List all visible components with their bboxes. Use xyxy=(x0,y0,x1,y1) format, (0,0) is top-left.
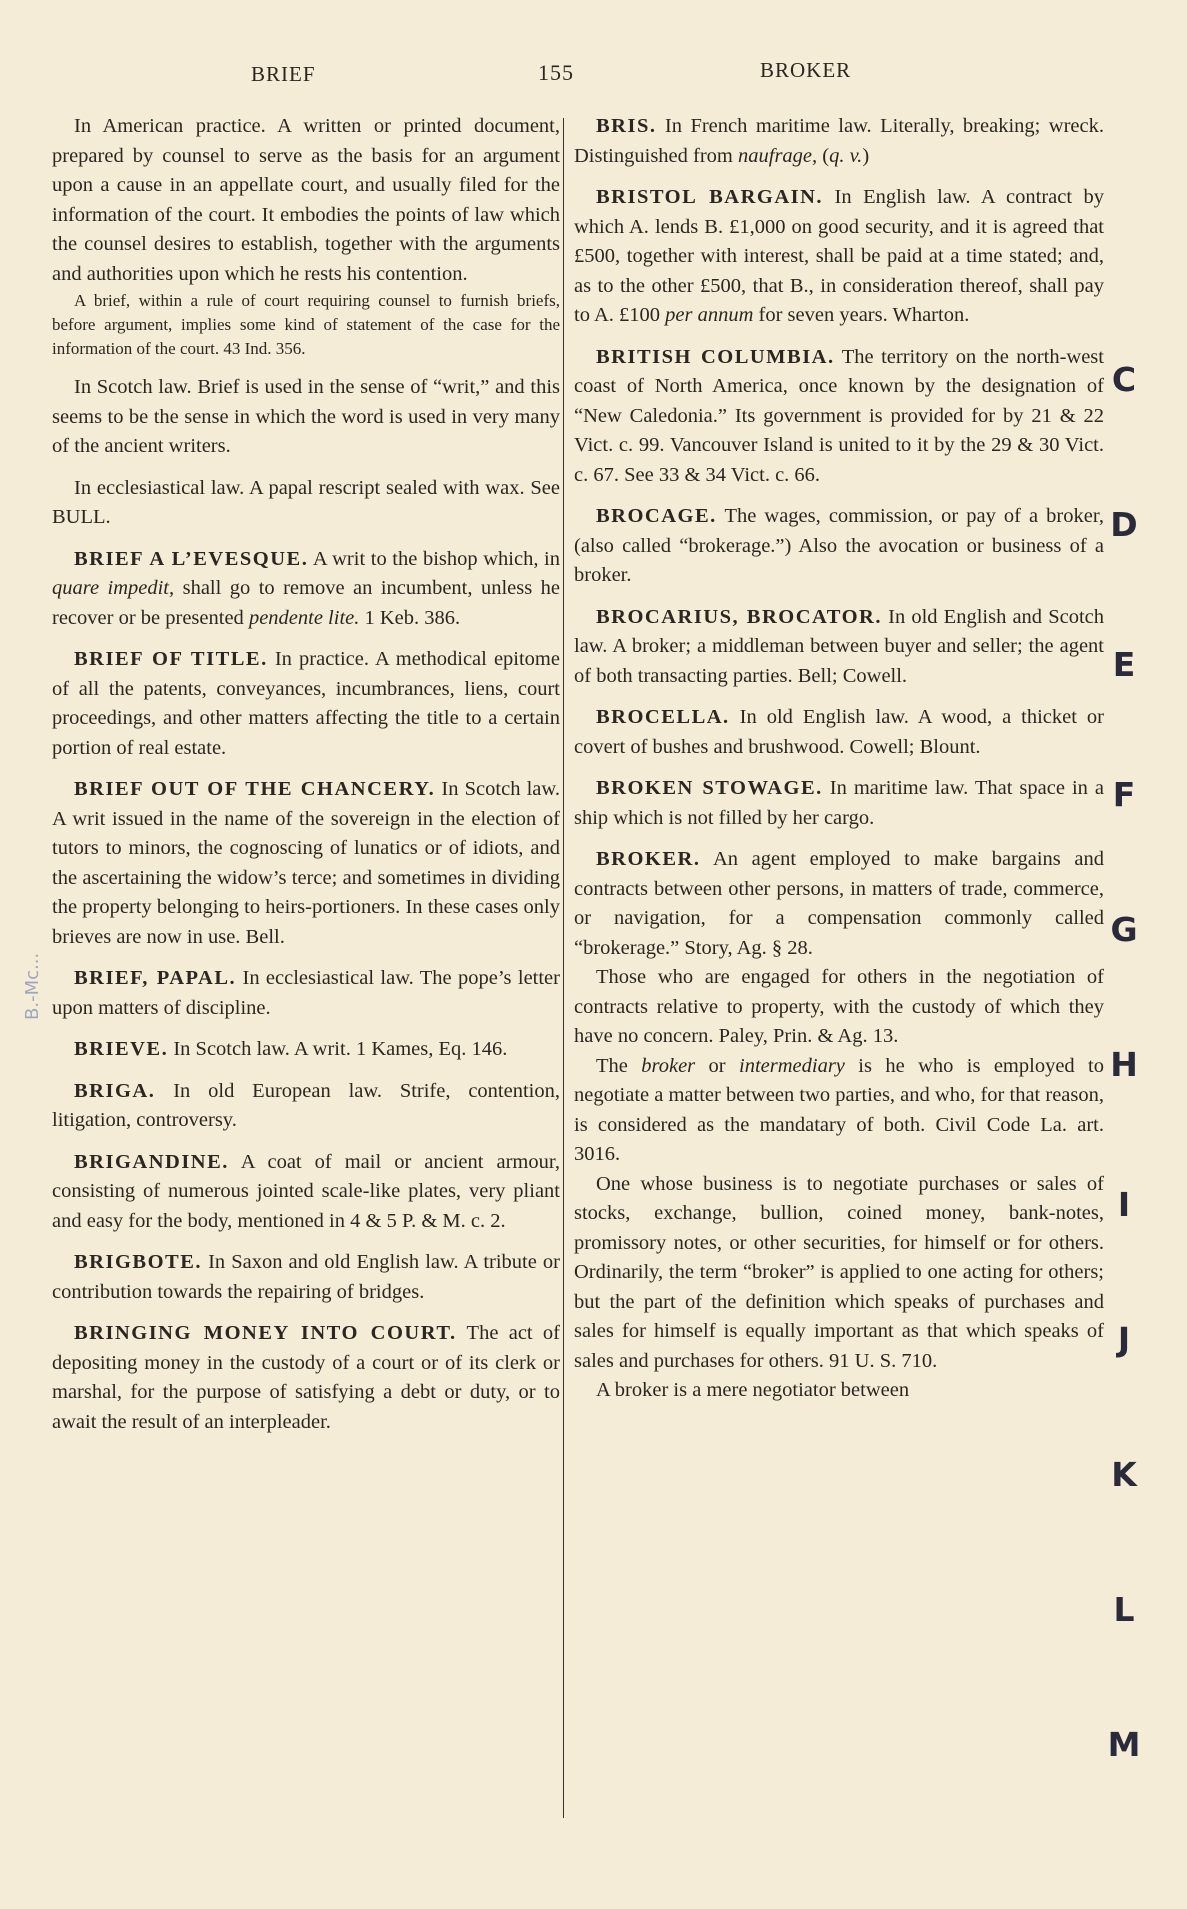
right-column xyxy=(574,112,1104,1406)
entry-text: An agent employed to make bargains and contracts between other persons, in matters of trade, commerce, or navigation, for a compensation commonly called “brokerage.” Story, Ag. § 28. xyxy=(574,848,1104,959)
entry-note: A brief, within a rule of court requiring counsel to furnish briefs, before argument, implies some kind of statement of the case for the information of the court. 43 Ind. 356. xyxy=(52,291,560,358)
entry-text: A broker is a mere negotiator between xyxy=(596,1379,910,1401)
entry-text: for seven years. Wharton. xyxy=(753,304,970,326)
italic-term: broker xyxy=(641,1054,696,1077)
entry-brocella xyxy=(574,703,1104,762)
header-right-guide-word: BROKER xyxy=(760,58,852,82)
headword: BRIEF A L’EVESQUE. xyxy=(74,547,309,570)
column-divider xyxy=(563,118,564,1818)
margin-stamp: B.-Mc... xyxy=(22,952,43,1020)
headword: BROCARIUS, BROCATOR. xyxy=(596,605,882,628)
thumb-tab-j[interactable]: J xyxy=(1117,1320,1131,1359)
entry-text: In ecclesiastical law. The pope’s letter upon matters of discipline. xyxy=(52,967,560,1019)
thumb-tab-d[interactable]: D xyxy=(1110,505,1138,544)
italic-term: per annum xyxy=(665,304,754,326)
entry-text: In old European law. Strife, contention, litigation, controversy. xyxy=(52,1079,560,1131)
headword: BRIGBOTE. xyxy=(74,1251,202,1273)
entry-brigandine xyxy=(52,1148,560,1237)
headword: BRIEVE. xyxy=(74,1038,169,1060)
entry-text: One whose business is to negotiate purchases or sales of stocks, exchange, bullion, coined money, bank-notes, promissory notes, or other securities, for himself or for others. Ordinarily, the term “broker” is applied to one acting for others; but the part of the definition which speaks of purchases and sales for himself is equally important as that which speaks of sales and purchases for others. 91 U. S. 710. xyxy=(574,1172,1104,1372)
entry-text: The act of depositing money in the custody of a court or of its clerk or marshal, for the purpose of satisfying a debt or duty, or to await the result of an interpleader. xyxy=(52,1322,560,1433)
headword: BRIEF, PAPAL. xyxy=(74,967,237,989)
running-header xyxy=(0,52,1187,92)
thumb-tab-f[interactable]: F xyxy=(1112,775,1136,814)
entry-text: In old English law. A wood, a thicket or covert of bushes and brushwood. Cowell; Blount. xyxy=(574,706,1104,758)
entry-text: In old English and Scotch law. A broker; a middleman between buyer and seller; the agent of both transacting parties. Bell; Cowell. xyxy=(574,605,1104,687)
headword: BROKER. xyxy=(596,848,701,870)
entry-briga xyxy=(52,1077,560,1136)
thumb-tab-c[interactable]: C xyxy=(1111,360,1137,399)
entry-brocage xyxy=(574,502,1104,591)
entry-brief-out-of-chancery xyxy=(52,775,560,952)
entry-text: In practice. A methodical epitome of all the patents, conveyances, incumbrances, liens, court proceedings, and other matters affecting the title to a certain portion of real estate. xyxy=(52,648,560,759)
entry-bringing-money-into-court xyxy=(52,1319,560,1437)
entry-brigbote xyxy=(52,1248,560,1307)
entry-text: ) xyxy=(862,144,870,167)
headword: BROCAGE. xyxy=(596,505,717,527)
entry-text: A writ to the bishop which, in xyxy=(308,547,561,570)
headword: BROCELLA. xyxy=(596,706,730,728)
entry-text: The xyxy=(596,1054,642,1077)
headword: BRITISH COLUMBIA. xyxy=(596,345,835,368)
entry-text: In American practice. A written or printed document, prepared by counsel to serve as the basis for an argument upon a cause in an appellate court, and usually filed for the information of the court. It embodies the points of law which the counsel desires to establish, together with the arguments and authorities upon which he rests his contention. xyxy=(52,115,560,285)
thumb-index xyxy=(1097,0,1187,1909)
left-column xyxy=(52,112,560,1449)
italic-term: naufrage, xyxy=(738,144,818,167)
entry-text: The wages, commission, or pay of a broker, (also called “brokerage.”) Also the avocation or business of a broker. xyxy=(574,505,1104,586)
entry-bristol-bargain xyxy=(574,183,1104,331)
page-number: 155 xyxy=(538,60,574,85)
headword: BRINGING MONEY INTO COURT. xyxy=(74,1322,457,1344)
headword: BRIGANDINE. xyxy=(74,1150,229,1173)
italic-term: quare impedit, xyxy=(52,577,175,599)
italic-term: intermediary xyxy=(739,1054,845,1077)
thumb-tab-l[interactable]: L xyxy=(1113,1590,1135,1629)
thumb-tab-m[interactable]: M xyxy=(1107,1725,1141,1764)
entry-text: In Scotch law. Brief is used in the sense of “writ,” and this seems to be the sense in which the word is used in very many of the ancient writers. xyxy=(52,376,560,457)
entry-brief-scotch xyxy=(52,373,560,462)
entry-text: In ecclesiastical law. A papal rescript sealed with wax. See xyxy=(74,476,560,499)
entry-text: or xyxy=(695,1054,740,1077)
entry-brief-papal xyxy=(52,964,560,1023)
entry-brief-ecclesiastical xyxy=(52,474,560,533)
thumb-tab-h[interactable]: H xyxy=(1110,1045,1138,1084)
entry-brieve xyxy=(52,1035,560,1065)
italic-term: q. v. xyxy=(829,144,863,167)
entry-brocarius xyxy=(574,603,1104,692)
entry-text: In French maritime law. Literally, breaking; wreck. Distinguished from xyxy=(574,115,1104,167)
entry-brief-of-title xyxy=(52,645,560,763)
entry-broken-stowage xyxy=(574,774,1104,833)
entry-british-columbia xyxy=(574,343,1104,491)
entry-text: In Saxon and old English law. A tribute or contribution towards the repairing of bridges. xyxy=(52,1251,560,1303)
headword: BROKEN STOWAGE. xyxy=(596,777,823,799)
italic-term: pendente lite. xyxy=(248,606,360,629)
entry-text: shall go to remove an incumbent, unless he recover or be presented xyxy=(52,577,560,629)
headword: BRIS. xyxy=(596,115,657,137)
entry-text: 1 Keb. 386. xyxy=(359,606,461,629)
entry-text: In Scotch law. A writ. 1 Kames, Eq. 146. xyxy=(168,1038,508,1060)
entry-text: In Scotch law. A writ issued in the name of the sovereign in the election of tutors to minors, the cognoscing of lunatics or of idiots, and the ascertaining the widow’s terce; and sometimes in dividing the property belonging to heirs-portioners. In these cases only brieves are now in use. Bell. xyxy=(52,778,561,948)
entry-bris xyxy=(574,112,1104,171)
entry-text: The territory on the north-west coast of North America, once known by the designation of “New Caledonia.” Its government is provided for by 21 & 22 Vict. c. 99. Vancouver Island is united to it by the 29 & 30 Vict. c. 67. See 33 & 34 Vict. c. 66. xyxy=(574,345,1104,486)
entry-broker xyxy=(574,845,1104,1406)
entry-brief-american xyxy=(52,112,560,361)
headword: BRIGA. xyxy=(74,1079,156,1102)
entry-text: Those who are engaged for others in the negotiation of contracts relative to property, with the custody of which they have no concern. Paley, Prin. & Ag. 13. xyxy=(574,966,1104,1047)
headword: BRISTOL BARGAIN. xyxy=(596,186,824,208)
entry-brief-a-levesque xyxy=(52,545,560,634)
headword: BRIEF OUT OF THE CHANCERY. xyxy=(74,778,436,800)
entry-text: A coat of mail or ancient armour, consisting of numerous jointed scale-like plates, very pliant and easy for the body, mentioned in 4 & 5 P. & M. c. 2. xyxy=(52,1150,560,1232)
thumb-tab-g[interactable]: G xyxy=(1110,910,1138,949)
thumb-tab-e[interactable]: E xyxy=(1112,645,1136,684)
entry-text: In maritime law. That space in a ship which is not filled by her cargo. xyxy=(574,777,1104,829)
thumb-tab-i[interactable]: I xyxy=(1117,1185,1131,1224)
entry-text: is he who is employed to negotiate a matter between two parties, and who, for that reason, is considered as the mandatary of both. Civil Code La. art. 3016. xyxy=(574,1054,1104,1165)
entry-text: ( xyxy=(817,144,830,167)
entry-text: In English law. A contract by which A. lends B. £1,000 on good security, and it is agreed that £500, together with interest, shall be paid at a time stated; and, as to the other £500, that B., in consideration thereof, shall pay to A. £100 xyxy=(574,186,1105,326)
thumb-tab-k[interactable]: K xyxy=(1111,1455,1137,1494)
header-left-guide-word: BRIEF xyxy=(251,62,316,86)
headword: BRIEF OF TITLE. xyxy=(74,648,268,670)
cross-reference: BULL. xyxy=(52,506,111,528)
